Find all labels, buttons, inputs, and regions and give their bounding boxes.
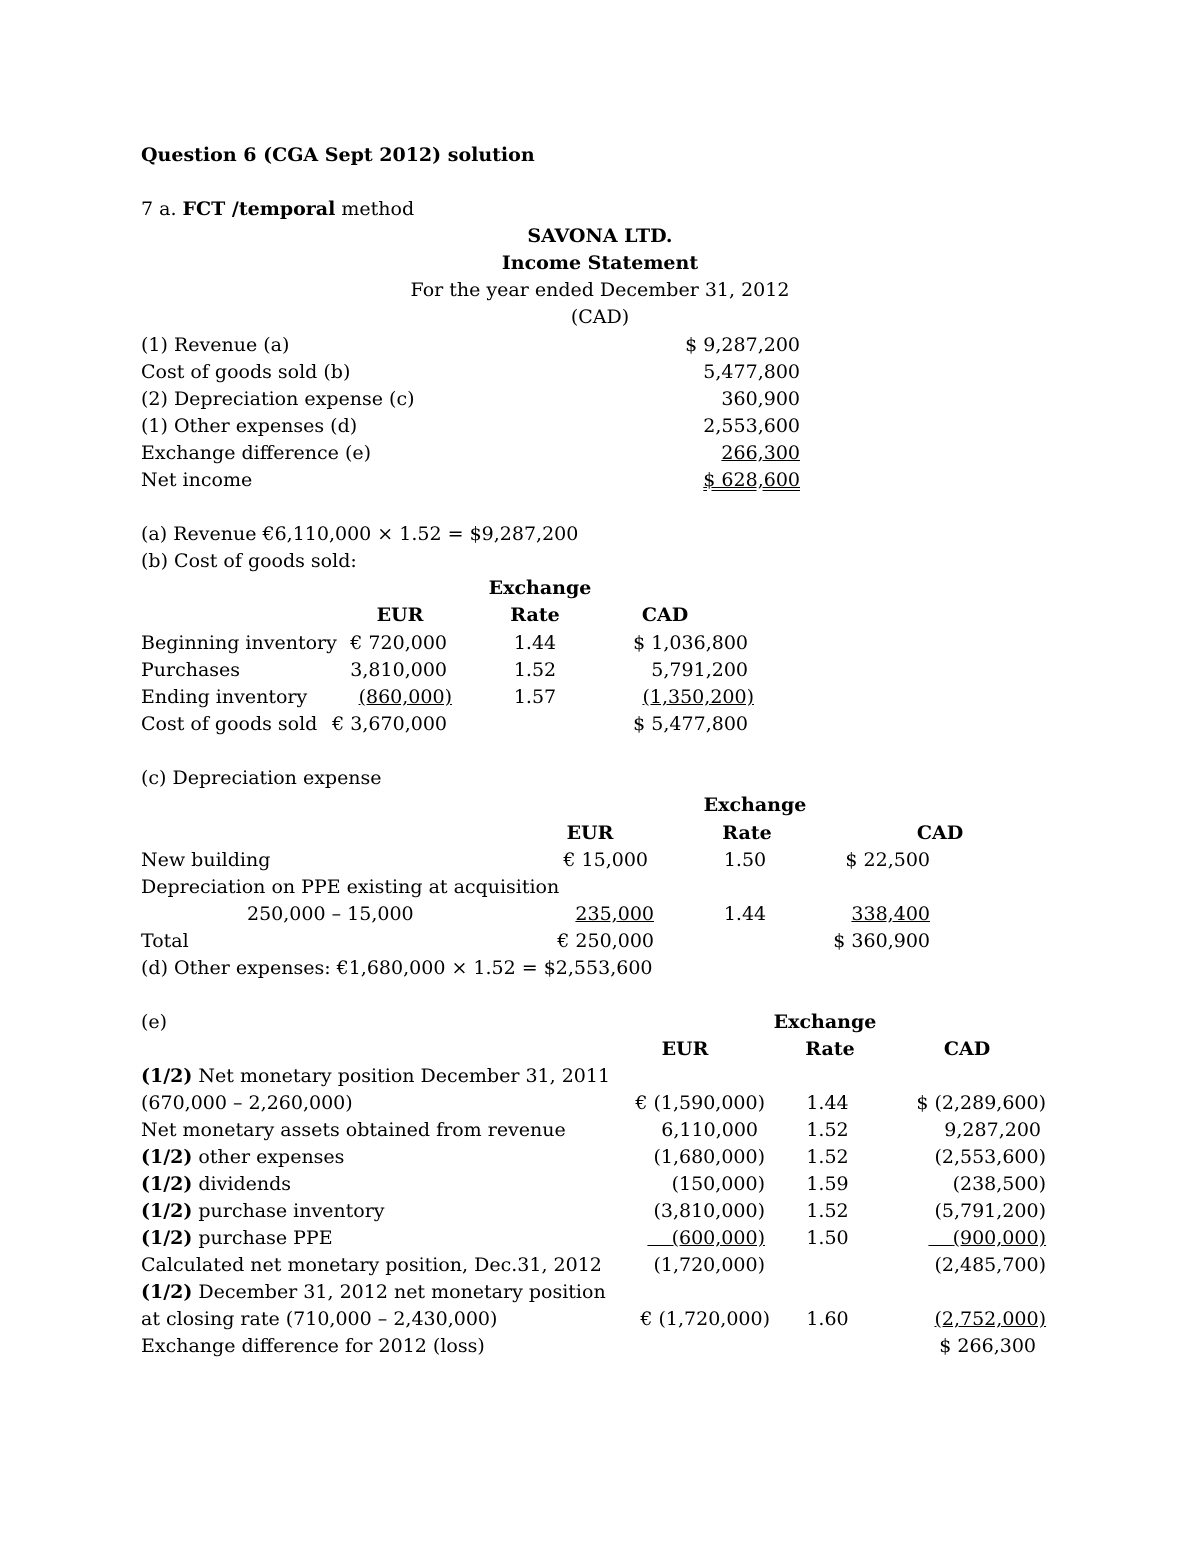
note-e-header-rate: Rate	[805, 1038, 855, 1060]
note-e-row-text: December 31, 2012 net monetary position	[192, 1281, 606, 1303]
note-c-header-eur: EUR	[566, 822, 614, 844]
company-name: SAVONA LTD.	[527, 225, 673, 247]
note-b-row-label: Beginning inventory	[141, 632, 337, 654]
note-d-other-expenses: (d) Other expenses: €1,680,000 × 1.52 = $2,553,600	[141, 957, 653, 979]
note-e-row-rate: 1.52	[806, 1146, 849, 1168]
note-c-row-cad: $ 22,500	[845, 849, 930, 871]
note-e-row-eur: (1,720,000)	[653, 1254, 765, 1276]
note-c-title: (c) Depreciation expense	[141, 767, 382, 789]
note-b-row-label: Purchases	[141, 659, 241, 681]
statement-row-label: Net income	[141, 469, 253, 491]
note-b-row-label: Cost of goods sold	[141, 713, 318, 735]
note-e-row-eur	[634, 1225, 765, 1252]
note-b-row-eur: (860,000)	[358, 686, 452, 708]
part-a-number: 7 a.	[141, 198, 183, 220]
statement-row-label: Cost of goods sold (b)	[141, 361, 351, 383]
note-e-title: (e)	[141, 1011, 168, 1033]
note-e-row-rate: 1.60	[806, 1308, 849, 1330]
note-e-row-cad: (2,752,000)	[934, 1308, 1046, 1330]
note-b-header-exchange: Exchange	[488, 577, 592, 599]
note-e-row-text: other expenses	[192, 1146, 345, 1168]
note-e-row-label	[141, 1279, 606, 1306]
note-b-row-label: Ending inventory	[141, 686, 308, 708]
note-e-row-text: Net monetary position December 31, 2011	[192, 1065, 611, 1087]
note-b-row-cad: $ 5,477,800	[633, 713, 748, 735]
note-c-row-rate: 1.44	[723, 903, 767, 925]
note-b-row-rate: 1.44	[513, 632, 557, 654]
note-c-header-cad: CAD	[916, 822, 964, 844]
marks-label: (1/2)	[141, 1173, 193, 1195]
note-e-row-cad: (2,485,700)	[934, 1254, 1046, 1276]
part-a-heading	[141, 196, 414, 223]
note-e-row-label	[141, 1306, 497, 1333]
note-e-row-eur: (150,000)	[671, 1173, 765, 1195]
note-e-row-cad-value: (900,000)	[952, 1227, 1046, 1249]
note-b-title: (b) Cost of goods sold:	[141, 550, 357, 572]
note-e-row-label	[141, 1090, 353, 1117]
exchange-difference-total: $ 266,300	[939, 1335, 1036, 1357]
note-e-row-label	[141, 1198, 385, 1225]
note-e-row-cad: 9,287,200	[944, 1119, 1041, 1141]
note-e-row-rate: 1.50	[806, 1227, 849, 1249]
note-e-row-text: Calculated net monetary position, Dec.31, 2012	[141, 1254, 602, 1276]
note-b-row-rate: 1.52	[513, 659, 557, 681]
note-e-row-label	[141, 1117, 566, 1144]
note-b-row-rate: 1.57	[513, 686, 557, 708]
statement-period: For the year ended December 31, 2012	[410, 279, 790, 301]
note-b-row-eur: € 3,670,000	[332, 713, 447, 735]
statement-row-value: 5,477,800	[703, 361, 800, 383]
note-e-row-label	[141, 1063, 610, 1090]
marks-label: (1/2)	[141, 1227, 193, 1249]
note-e-row-eur-value: (600,000)	[671, 1227, 765, 1249]
note-c-row-label: Total	[141, 930, 189, 952]
note-b-row-cad: $ 1,036,800	[633, 632, 748, 654]
note-e-row-rate: 1.52	[806, 1119, 849, 1141]
note-c-row-eur: € 15,000	[563, 849, 648, 871]
note-c-row-eur: 235,000	[575, 903, 654, 925]
marks-label: (1/2)	[141, 1146, 193, 1168]
note-b-row-eur: € 720,000	[350, 632, 447, 654]
marks-label: (1/2)	[141, 1200, 193, 1222]
note-c-row-cad: 338,400	[851, 903, 930, 925]
note-c-row-cad: $ 360,900	[833, 930, 930, 952]
part-a-method-bold: FCT /temporal	[182, 198, 336, 220]
statement-currency: (CAD)	[570, 306, 630, 328]
question-title: Question 6 (CGA Sept 2012) solution	[141, 144, 535, 166]
statement-row-label: Exchange difference (e)	[141, 442, 372, 464]
note-e-row-label	[141, 1171, 291, 1198]
note-e-row-rate: 1.59	[806, 1173, 849, 1195]
statement-row-label: (1) Other expenses (d)	[141, 415, 358, 437]
marks-label: (1/2)	[141, 1281, 193, 1303]
note-b-header-cad: CAD	[641, 604, 689, 626]
statement-row-value: 266,300	[721, 442, 800, 464]
note-c-row-rate: 1.50	[723, 849, 767, 871]
note-e-row-cad: (2,553,600)	[934, 1146, 1046, 1168]
note-c-row-label: New building	[141, 849, 271, 871]
note-e-row-text: purchase inventory	[192, 1200, 385, 1222]
note-c-row-eur: € 250,000	[557, 930, 654, 952]
note-e-row-cad: (5,791,200)	[934, 1200, 1046, 1222]
note-e-row-rate: 1.52	[806, 1200, 849, 1222]
note-e-header-eur: EUR	[661, 1038, 709, 1060]
note-e-header-cad: CAD	[943, 1038, 991, 1060]
note-c-row-label: Depreciation on PPE existing at acquisition	[141, 876, 560, 898]
note-e-row-cad: (238,500)	[952, 1173, 1046, 1195]
note-e-row-cad: $ (2,289,600)	[916, 1092, 1046, 1114]
note-e-row-eur: 6,110,000	[661, 1119, 758, 1141]
statement-row-value: 2,553,600	[703, 415, 800, 437]
note-b-row-cad: 5,791,200	[651, 659, 748, 681]
note-b-row-eur: 3,810,000	[350, 659, 447, 681]
statement-row-label: (2) Depreciation expense (c)	[141, 388, 415, 410]
statement-row-value: $ 9,287,200	[685, 334, 800, 356]
statement-name: Income Statement	[501, 252, 699, 274]
note-e-row-text: dividends	[192, 1173, 292, 1195]
net-income-value: $ 628,600	[703, 469, 800, 491]
note-b-header-eur: EUR	[376, 604, 424, 626]
note-e-row-eur: (3,810,000)	[653, 1200, 765, 1222]
note-e-row-label	[141, 1252, 602, 1279]
note-e-header-exchange: Exchange	[773, 1011, 877, 1033]
marks-label: (1/2)	[141, 1065, 193, 1087]
note-e-row-label	[141, 1333, 485, 1360]
statement-row-label: (1) Revenue (a)	[141, 334, 290, 356]
note-c-header-rate: Rate	[722, 822, 772, 844]
note-e-row-label	[141, 1144, 344, 1171]
note-b-header-rate: Rate	[510, 604, 560, 626]
note-c-header-exchange: Exchange	[703, 794, 807, 816]
note-e-row-cad	[916, 1225, 1046, 1252]
note-b-row-cad: (1,350,200)	[642, 686, 754, 708]
note-e-row-label	[141, 1225, 333, 1252]
note-e-row-text: purchase PPE	[192, 1227, 333, 1249]
note-e-row-text: at closing rate (710,000 – 2,430,000)	[141, 1308, 498, 1330]
note-e-row-text: Net monetary assets obtained from revenue	[141, 1119, 566, 1141]
part-a-method-rest: method	[335, 198, 415, 220]
note-a-revenue: (a) Revenue €6,110,000 × 1.52 = $9,287,200	[141, 523, 579, 545]
note-c-row-label: 250,000 – 15,000	[247, 903, 414, 925]
note-e-row-text: (670,000 – 2,260,000)	[141, 1092, 353, 1114]
note-e-row-text: Exchange difference for 2012 (loss)	[141, 1335, 485, 1357]
note-e-row-eur: € (1,720,000)	[640, 1308, 770, 1330]
note-e-row-eur: (1,680,000)	[653, 1146, 765, 1168]
note-e-row-rate: 1.44	[806, 1092, 849, 1114]
statement-row-value: 360,900	[721, 388, 800, 410]
note-e-row-eur: € (1,590,000)	[635, 1092, 765, 1114]
